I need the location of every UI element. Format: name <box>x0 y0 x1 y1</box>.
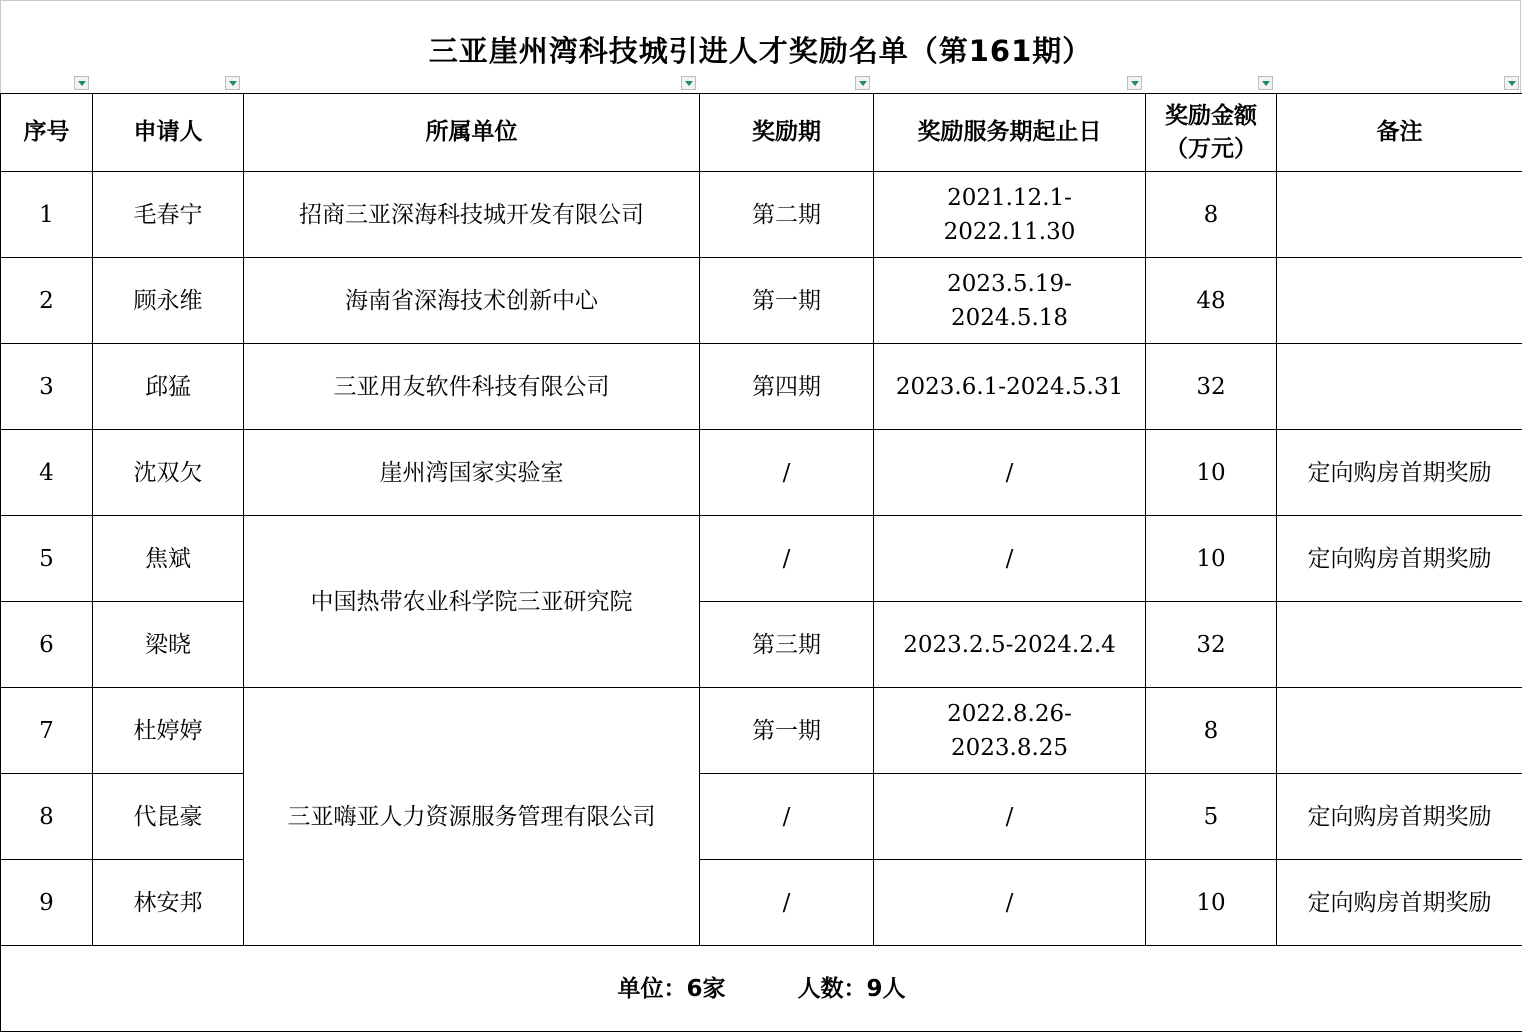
cell-note <box>1277 602 1522 688</box>
cell-applicant: 沈双欠 <box>93 430 244 516</box>
cell-unit-merged: 三亚嗨亚人力资源服务管理有限公司 <box>244 688 700 946</box>
cell-note <box>1277 258 1522 344</box>
header-service-dates: 奖励服务期起止日 <box>874 94 1146 172</box>
cell-amount: 48 <box>1146 258 1277 344</box>
cell-service-dates: / <box>874 774 1146 860</box>
table-row <box>1 172 1522 258</box>
cell-service-dates: / <box>874 430 1146 516</box>
page-title: 三亚崖州湾科技城引进人才奖励名单（第161期） <box>428 34 1093 68</box>
summary-cell <box>1 946 1522 1032</box>
table-row <box>1 430 1522 516</box>
table-row <box>1 688 1522 774</box>
table-row <box>1 516 1522 602</box>
cell-unit: 三亚用友软件科技有限公司 <box>244 344 700 430</box>
filter-dropdown-icon[interactable] <box>1258 76 1273 90</box>
filter-dropdown-icon[interactable] <box>1127 76 1142 90</box>
cell-amount: 8 <box>1146 172 1277 258</box>
filter-dropdown-icon[interactable] <box>681 76 696 90</box>
cell-amount: 32 <box>1146 602 1277 688</box>
filter-dropdown-icon[interactable] <box>74 76 89 90</box>
cell-amount: 5 <box>1146 774 1277 860</box>
cell-amount: 10 <box>1146 430 1277 516</box>
cell-applicant: 焦斌 <box>93 516 244 602</box>
award-table <box>0 93 1522 1032</box>
header-applicant: 申请人 <box>93 94 244 172</box>
header-seq: 序号 <box>1 94 93 172</box>
cell-seq: 9 <box>1 860 93 946</box>
cell-note <box>1277 172 1522 258</box>
table-row <box>1 344 1522 430</box>
cell-applicant: 毛春宁 <box>93 172 244 258</box>
cell-note <box>1277 688 1522 774</box>
filter-dropdown-icon[interactable] <box>1504 76 1519 90</box>
cell-seq: 5 <box>1 516 93 602</box>
cell-period: / <box>700 430 874 516</box>
service-end: 2023.8.25 <box>950 734 1069 761</box>
cell-period: / <box>700 860 874 946</box>
table-row <box>1 258 1522 344</box>
cell-period: 第一期 <box>700 688 874 774</box>
header-amount-line2: （万元） <box>1165 135 1257 162</box>
cell-seq: 8 <box>1 774 93 860</box>
service-start: 2023.5.19- <box>947 270 1072 297</box>
cell-unit: 招商三亚深海科技城开发有限公司 <box>244 172 700 258</box>
cell-period: / <box>700 774 874 860</box>
cell-amount: 8 <box>1146 688 1277 774</box>
cell-seq: 1 <box>1 172 93 258</box>
header-note: 备注 <box>1277 94 1522 172</box>
service-end: 2022.11.30 <box>943 218 1076 245</box>
cell-applicant: 邱猛 <box>93 344 244 430</box>
summary-row <box>1 946 1522 1032</box>
cell-note: 定向购房首期奖励 <box>1277 774 1522 860</box>
filter-dropdown-icon[interactable] <box>855 76 870 90</box>
cell-period: 第二期 <box>700 172 874 258</box>
service-start: 2022.8.26- <box>947 700 1072 727</box>
cell-note <box>1277 344 1522 430</box>
cell-applicant: 顾永维 <box>93 258 244 344</box>
cell-note: 定向购房首期奖励 <box>1277 516 1522 602</box>
cell-unit: 崖州湾国家实验室 <box>244 430 700 516</box>
cell-applicant: 杜婷婷 <box>93 688 244 774</box>
cell-note: 定向购房首期奖励 <box>1277 430 1522 516</box>
cell-applicant: 林安邦 <box>93 860 244 946</box>
cell-service-dates: 2023.2.5-2024.2.4 <box>874 602 1146 688</box>
header-unit: 所属单位 <box>244 94 700 172</box>
cell-seq: 7 <box>1 688 93 774</box>
table-row <box>1 602 1522 688</box>
cell-applicant: 代昆豪 <box>93 774 244 860</box>
cell-seq: 4 <box>1 430 93 516</box>
cell-amount: 10 <box>1146 860 1277 946</box>
summary-units: 单位：6家 <box>617 975 726 1002</box>
cell-period: 第一期 <box>700 258 874 344</box>
service-end: 2024.5.18 <box>950 304 1069 331</box>
cell-period: 第三期 <box>700 602 874 688</box>
cell-service-dates: / <box>874 516 1146 602</box>
cell-service-dates: 2023.6.1-2024.5.31 <box>874 344 1146 430</box>
cell-amount: 10 <box>1146 516 1277 602</box>
filter-dropdown-icon[interactable] <box>225 76 240 90</box>
service-start: 2021.12.1- <box>947 184 1072 211</box>
cell-service-dates <box>874 688 1146 774</box>
cell-seq: 6 <box>1 602 93 688</box>
cell-unit-merged: 中国热带农业科学院三亚研究院 <box>244 516 700 688</box>
cell-service-dates <box>874 258 1146 344</box>
header-row <box>1 94 1522 172</box>
cell-amount: 32 <box>1146 344 1277 430</box>
cell-unit: 海南省深海技术创新中心 <box>244 258 700 344</box>
header-period: 奖励期 <box>700 94 874 172</box>
cell-seq: 2 <box>1 258 93 344</box>
cell-note: 定向购房首期奖励 <box>1277 860 1522 946</box>
cell-seq: 3 <box>1 344 93 430</box>
header-amount-line1: 奖励金额 <box>1165 102 1257 129</box>
cell-period: 第四期 <box>700 344 874 430</box>
cell-period: / <box>700 516 874 602</box>
header-amount <box>1146 94 1277 172</box>
cell-service-dates <box>874 172 1146 258</box>
cell-applicant: 梁晓 <box>93 602 244 688</box>
table-row <box>1 774 1522 860</box>
table-row <box>1 860 1522 946</box>
cell-service-dates: / <box>874 860 1146 946</box>
summary-people: 人数：9人 <box>797 975 906 1002</box>
